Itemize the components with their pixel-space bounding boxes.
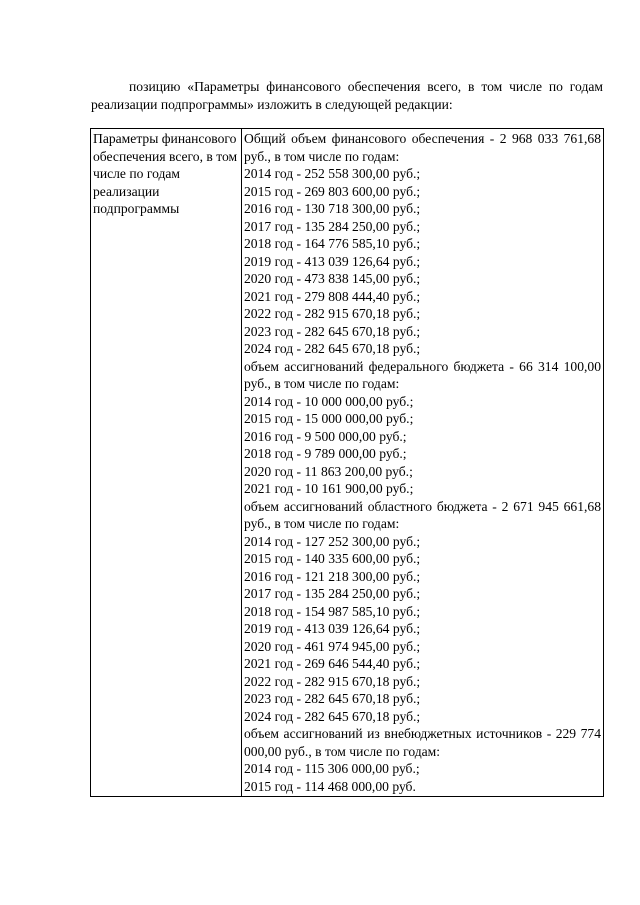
financing-table bbox=[90, 128, 604, 797]
year-line: 2014 год - 115 306 000,00 руб.; bbox=[244, 761, 420, 776]
year-line: 2014 год - 10 000 000,00 руб.; bbox=[244, 393, 414, 409]
year-line: 2016 год - 121 218 300,00 руб.; bbox=[244, 568, 421, 584]
year-line: 2015 год - 15 000 000,00 руб.; bbox=[244, 411, 414, 426]
parameter-value-cell bbox=[242, 129, 604, 797]
intro-paragraph bbox=[91, 78, 603, 113]
year-line: 2017 год - 135 284 250,00 руб.; bbox=[244, 218, 421, 234]
year-line: 2015 год - 269 803 600,00 руб.; bbox=[244, 183, 421, 199]
year-line: 2014 год - 252 558 300,00 руб.; bbox=[244, 166, 421, 181]
year-line: 2018 год - 9 789 000,00 руб.; bbox=[244, 446, 407, 461]
year-line: 2022 год - 282 915 670,18 руб.; bbox=[244, 306, 421, 321]
year-line: 2016 год - 9 500 000,00 руб.; bbox=[244, 428, 407, 444]
year-line: 2015 год - 140 335 600,00 руб.; bbox=[244, 551, 421, 566]
year-line: 2021 год - 10 161 900,00 руб.; bbox=[244, 481, 414, 496]
year-line: 2014 год - 127 252 300,00 руб.; bbox=[244, 533, 421, 549]
block-heading: Общий объем финансового обеспечения - 2 968 033 761,68 руб., в том числе по годам: bbox=[244, 131, 601, 164]
year-line: 2023 год - 282 645 670,18 руб.; bbox=[244, 691, 421, 706]
year-line: 2024 год - 282 645 670,18 руб.; bbox=[244, 708, 421, 724]
year-line: 2024 год - 282 645 670,18 руб.; bbox=[244, 341, 421, 356]
year-line: 2018 год - 164 776 585,10 руб.; bbox=[244, 236, 421, 251]
year-line: 2023 год - 282 645 670,18 руб.; bbox=[244, 323, 421, 339]
year-line: 2020 год - 11 863 200,00 руб.; bbox=[244, 463, 413, 479]
year-line: 2019 год - 413 039 126,64 руб.; bbox=[244, 621, 421, 636]
year-line: 2019 год - 413 039 126,64 руб.; bbox=[244, 253, 421, 269]
parameter-label-cell: Параметры финансового обеспечения всего, в том числе по годам реализации подпрограммы bbox=[91, 129, 242, 797]
block-heading: объем ассигнований федерального бюджета - 66 314 100,00 руб., в том числе по годам: bbox=[244, 358, 601, 391]
table-row bbox=[91, 129, 604, 797]
year-line: 2017 год - 135 284 250,00 руб.; bbox=[244, 586, 421, 601]
year-line: 2021 год - 279 808 444,40 руб.; bbox=[244, 288, 421, 304]
year-line: 2015 год - 114 468 000,00 руб. bbox=[244, 778, 416, 794]
year-line: 2022 год - 282 915 670,18 руб.; bbox=[244, 673, 421, 689]
year-line: 2020 год - 461 974 945,00 руб.; bbox=[244, 638, 421, 654]
year-line: 2016 год - 130 718 300,00 руб.; bbox=[244, 201, 421, 216]
block-heading: объем ассигнований из внебюджетных источников - 229 774 000,00 руб., в том числе по годам: bbox=[244, 726, 601, 759]
year-line: 2018 год - 154 987 585,10 руб.; bbox=[244, 603, 421, 619]
block-heading: объем ассигнований областного бюджета - 2 671 945 661,68 руб., в том числе по годам: bbox=[244, 498, 601, 531]
year-line: 2021 год - 269 646 544,40 руб.; bbox=[244, 656, 421, 671]
year-line: 2020 год - 473 838 145,00 руб.; bbox=[244, 271, 421, 286]
intro-text: позицию «Параметры финансового обеспечения всего, в том числе по годам реализации подпрограммы» изложить в следующей редакции: bbox=[91, 79, 603, 112]
